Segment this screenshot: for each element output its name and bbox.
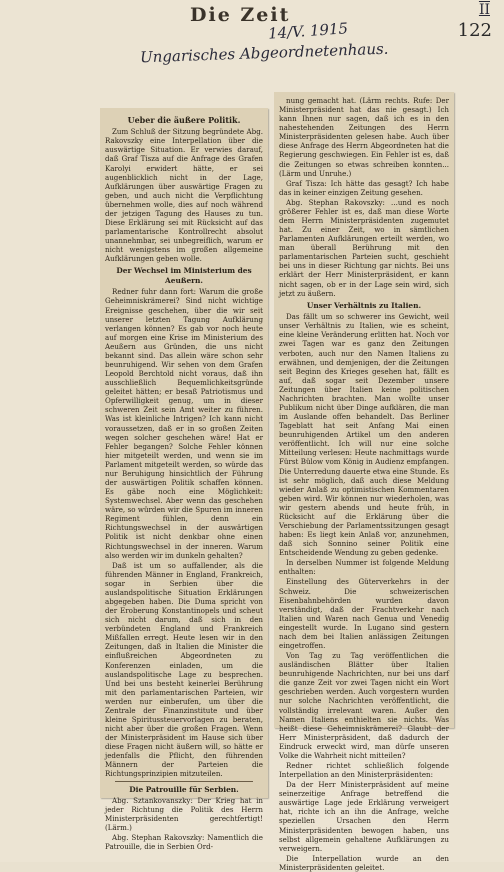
article-paragraph: Von Tag zu Tag veröffentlichen die ausländischen Blätter über Italien beunruhigende Nachrichten, nur bei uns darf die ganze Zeit vor zwei Tagen nicht ein Wort geschrieben werden. Auch vorgestern wurden nur solche Nachrichten veröffentlicht, die vollständig irrelevant waren. Außer den Namen Italiens enthielten sie nichts. Was heißt diese Geheimniskrämerei? Glaubt der Herr Ministerpräsident, daß dadurch der Eindruck erweckt wird, man dürfe unseren Volke die Wahrheit nicht mitteilen?: [279, 651, 449, 760]
article-paragraph: Da der Herr Ministerpräsident auf meine seinerzeitige Anfrage betreffend die auswärtige Lage jede Erklärung verweigert hat, richte ich an ihn die Anfrage, welche speziellen Ursachen den Herrn Ministerpräsidenten bewogen haben, uns selbst allgemein gehaltene Aufklärungen zu verweigern.: [279, 780, 449, 853]
article-paragraph: Graf Tisza: Ich hätte das gesagt? Ich habe das in keiner einzigen Zeitung gesehen.: [279, 178, 449, 197]
handwritten-date: 14/V. 1915: [267, 19, 349, 43]
article-paragraph: Daß ist um so auffallender, als die führenden Männer in England, Frankreich, sogar in Serbien über die auslandspolitische Situation Erklärungen abgegeben haben. Die Duma spricht von der Eroberung Konstantinopels und scheut sich nicht darum, daß sich in den verbündeten England und Frankreich Mißfallen erregt. Heute lesen wir in den Zeitungen, daß in Italien die Minister die einflußreichen Abgeordneten zu Konferenzen einladen, um die auslandspolitische Lage zu besprechen. Und bei uns besteht keinerlei Berührung mit den parlamentarischen Parteien, wir werden nur einberufen, um über die Zentrale der Finanzinstitute und über kleine Spiritussteuervorlagen zu beraten, nicht aber über die großen Fragen. Wenn der Ministerpräsident im Hause sich über diese Fragen nicht äußern will, so hätte er jedenfalls die Pflicht, den führenden Männern der Parteien die Richtungsprinzipien mitzuteilen.: [105, 560, 263, 779]
newspaper-masthead: Die Zeit: [190, 4, 291, 26]
newspaper-clipping-left: [100, 108, 268, 852]
article-paragraph: Redner richtet schließlich folgende Interpellation an den Ministerpräsidenten:: [279, 761, 449, 780]
page-number: 122: [457, 20, 492, 41]
article-paragraph: Redner fuhr dann fort: Warum die große Geheimniskrämerei? Sind nicht wichtige Ereignisse geschehen, über die wir seit unserer letzten Tagung Aufklärung verlangen können? Es gab vor noch heute auf morgen eine Krise im Ministerium des Aeußern aus Gründen, die uns nicht bekannt sind. Das allein wäre schon sehr beunruhigend. Wir sehen von dem Grafen Leopold Berchtold nicht voraus, daß ihn ausschließlich Bequemlichkeitsgründe geleitet hätten; er besaß Patriotismus und Opferwilligkeit genug, um in dieser schweren Zeit sein Amt weiter zu führen. Was ist kleinliche Intrigen? Ich kann nicht voraussetzen, daß er in so großen Zeiten wegen solcher geschehen wäre! Hat er Fehler begangen? Solche Fehler können hier mitgeteilt werden, und wenn sie im Parlament mitgeteilt werden, so würde das nur Beruhigung hinsichtlich der Führung der auswärtigen Politik schaffen können. Es gäbe noch eine Möglichkeit: Systemwechsel. Aber wenn das geschehen wäre, so würden wir die Spuren im inneren Regiment fühlen, denn ein Richtungswechsel in der auswärtigen Politik ist nicht denkbar ohne einen Richtungswechsel in der inneren. Warum also werden wir im dunkeln gehalten?: [105, 287, 263, 560]
handwritten-title: Ungarisches Abgeordnetenhaus.: [139, 39, 389, 67]
clipping-left-text: [100, 108, 268, 852]
handwritten-roman-numeral: II: [478, 2, 490, 18]
article-paragraph: Zum Schluß der Sitzung begründete Abg. Rakovszky eine Interpellation über die auswärtige Situation. Er verwies darauf, daß Graf Tisza auf die Anfrage des Grafen Karolyi erwidert hätte, er sei augenblicklich nicht in der Lage, Aufklärungen über auswärtige Fragen zu geben, und auch nicht die Verpflichtung übernehmen wolle, dies auf noch während der jetzigen Tagung des Hauses zu tun. Diese Erklärung sei mit Rücksicht auf das parlamentarische Kontrollrecht absolut unannehmbar, sei unbegreiflich, warum er nicht wenigstens im großen allgemeine Aufklärungen geben wolle.: [105, 127, 263, 264]
article-paragraph: Abg. Sztankovanszky: Der Krieg hat in jeder Richtung die Politik des Herrn Ministerpräsidenten gerechtfertigt! (Lärm.): [105, 796, 263, 833]
article-headline: Ueber die äußere Politik.: [127, 115, 241, 125]
divider: [115, 781, 253, 782]
article-paragraph: nung gemacht hat. (Lärm rechts. Rufe: Der Ministerpräsident hat das nie gesagt.) Ich kann Ihnen nur sagen, daß ich es in den nahestehenden Zeitungen des Herrn Ministerpräsidenten gelesen habe. Auch über diese Anfrage des Herrn Abgeordneten hat die Regierung geschwiegen. Ein Fehler ist es, daß die Zeitungen so etwas schreiben konnten... (Lärm und Unruhe.): [279, 96, 449, 178]
article-paragraph: In derselben Nummer ist folgende Meldung enthalten:: [279, 558, 449, 577]
article-subheading: Der Wechsel im Ministerium des Aeußern.: [116, 266, 252, 285]
clipping-right-text: [274, 92, 454, 872]
article-paragraph: Einstellung des Güterverkehrs in der Schweiz. Die schweizerischen Eisenbahnbehörden wurden davon verständigt, daß der Frachtverkehr nach Italien und Waren nach Genua und Venedig eingestellt wurde. In Lugano sind gestern nach dem bei Italien anlässigen Zeitungen eingetroffen.: [279, 577, 449, 650]
article-paragraph: Das fällt um so schwerer ins Gewicht, weil unser Verhältnis zu Italien, wie es scheint, eine kleine Veränderung erlitten hat. Noch vor zwei Tagen war es ganz den Zeitungen verboten, auch nur den Namen Italiens zu erwähnen, und demjenigen, der die Zeitungen seit Beginn des Krieges gesehen hat, fällt es auf, daß sogar seit Dezember unsere Zeitungen über Italien keine politischen Nachrichten brachten. Man wollte unser Publikum nicht über Dinge aufklären, die man im Auslande offen behandelt. Das Berliner Tageblatt hat seit Anfang Mai einen beunruhigenden Artikel um den anderen veröffentlicht. Ich will nur eine solche Mitteilung verlesen: Heute nachmittags wurde Fürst Bülow vom König in Audienz empfangen. Die Unterredung dauerte etwa eine Stunde. Es ist sehr möglich, daß auch diese Meldung wieder Anlaß zu optimistischen Kommentaren geben wird. Wir können nur wiederholen, was wir gestern abends und heute früh, in Rücksicht auf die Erklärung über die Verschiebung der Parlamentssitzungen gesagt haben: Es liegt kein Anlaß vor, anzunehmen, daß sich Sonnino seiner Politik eine Entscheidende Wendung zu geben gedenke.: [279, 312, 449, 558]
article-subheading: Unser Verhältnis zu Italien.: [306, 300, 422, 310]
article-subheading: Die Patrouille für Serbien.: [129, 784, 239, 794]
newspaper-clipping-right: [274, 92, 454, 872]
article-paragraph: Abg. Stephan Rakovszky: Namentlich die Patrouille, die in Serbien Ord-: [105, 833, 263, 852]
article-paragraph: Die Interpellation wurde an den Ministerpräsidenten geleitet.: [279, 853, 449, 872]
article-paragraph: Abg. Stephan Rakovszky: ...und es noch größerer Fehler ist es, daß man diese Worte dem Herrn Ministerpräsidenten zugemutet hat. Zu einer Zeit, wo in sämtlichen Parlamenten Aufklärungen erteilt werden, wo man überall Berührung mit den parlamentarischen Parteien sucht, geschieht bei uns in dieser Richtung gar nichts. Bei uns erklärt der Herr Ministerpräsident, er kann nicht sagen, ob er in der Lage sein wird, sich jetzt zu äußern.: [279, 197, 449, 298]
